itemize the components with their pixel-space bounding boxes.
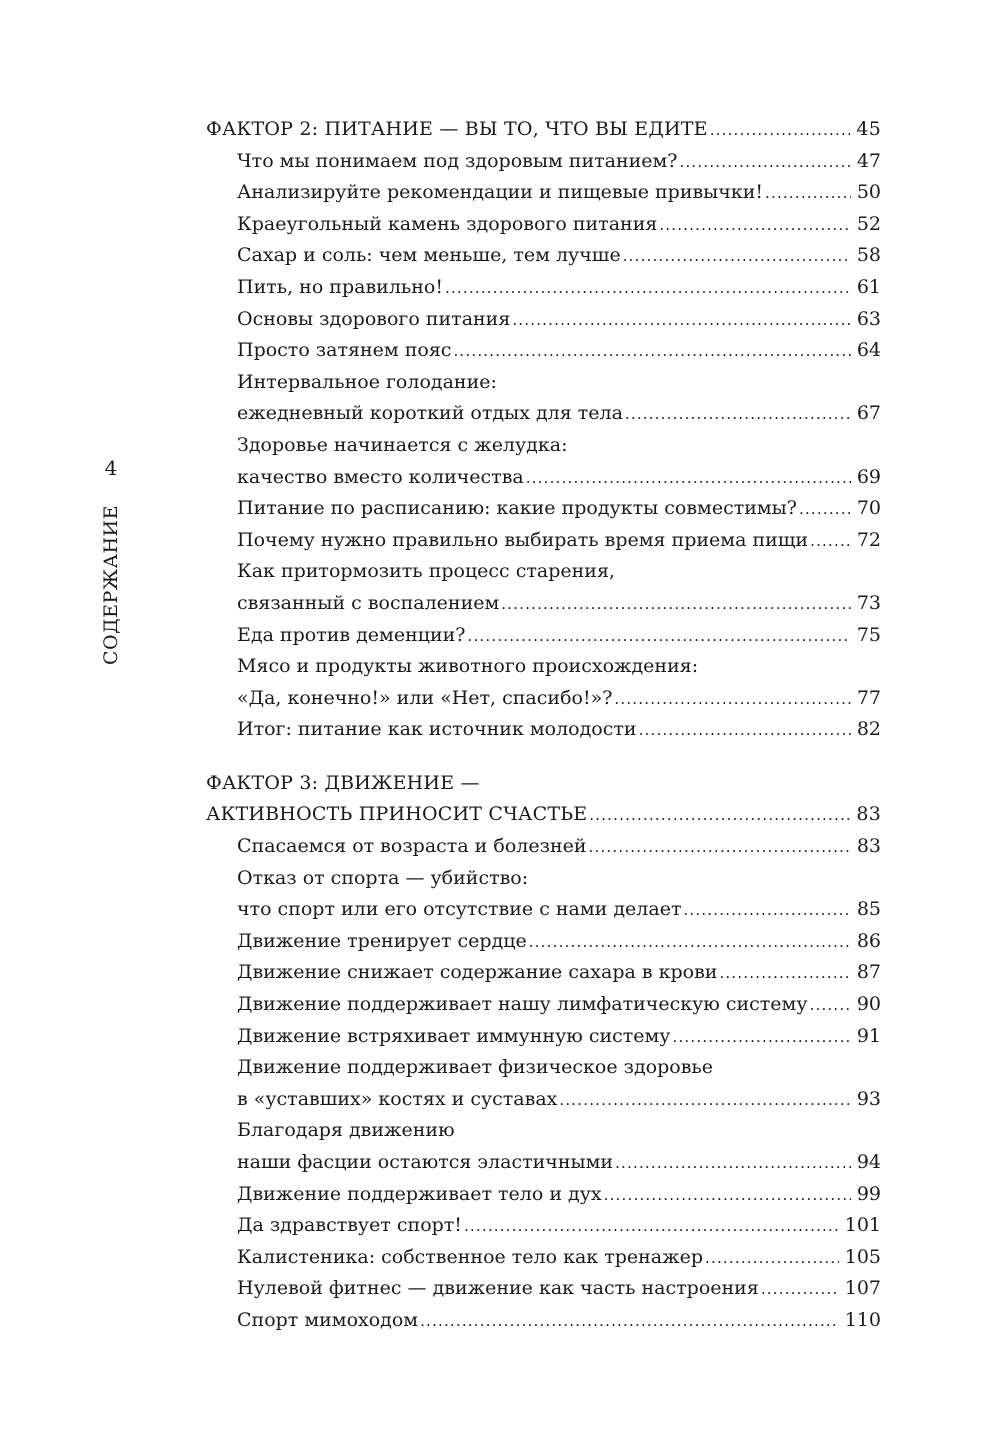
dot-leader bbox=[680, 147, 851, 179]
toc-entry-line bbox=[206, 304, 881, 336]
dot-leader bbox=[761, 1274, 839, 1306]
dot-leader bbox=[705, 1243, 839, 1275]
toc-entry-page-number: 105 bbox=[844, 1245, 881, 1268]
toc-entry-page-number: 72 bbox=[856, 528, 881, 551]
toc-entry[interactable] bbox=[206, 1179, 881, 1211]
dot-leader bbox=[420, 1306, 839, 1338]
section-page-number: 83 bbox=[856, 803, 881, 826]
dot-leader bbox=[614, 684, 850, 716]
toc-entry-page-number: 90 bbox=[856, 993, 881, 1016]
section-heading-line[interactable] bbox=[206, 768, 881, 800]
toc-entry-line bbox=[206, 1305, 881, 1337]
toc-entry-line bbox=[206, 1021, 881, 1053]
toc-entry-line bbox=[206, 926, 881, 958]
toc-entry[interactable] bbox=[206, 863, 881, 926]
dot-leader bbox=[589, 800, 850, 832]
toc-entry[interactable] bbox=[206, 272, 881, 304]
toc-entry[interactable] bbox=[206, 367, 881, 430]
toc-entry-page-number: 52 bbox=[856, 212, 881, 235]
toc-entry-title: связанный с воспалением bbox=[237, 591, 500, 614]
toc-entry[interactable] bbox=[206, 989, 881, 1021]
toc-entry-page-number: 70 bbox=[856, 497, 881, 520]
toc-entry-page-number: 50 bbox=[856, 181, 881, 204]
toc-section bbox=[206, 114, 881, 746]
toc-entry-line bbox=[206, 1273, 881, 1305]
toc-entry-page-number: 67 bbox=[856, 402, 881, 425]
toc-entry-title: Движение снижает содержание сахара в крови bbox=[237, 961, 718, 984]
toc-entry-page-number: 91 bbox=[856, 1024, 881, 1047]
toc-entry-line bbox=[206, 620, 881, 652]
dot-leader bbox=[799, 494, 851, 526]
toc-entry-line bbox=[206, 493, 881, 525]
dot-leader bbox=[683, 895, 850, 927]
toc-entry-line bbox=[206, 462, 881, 494]
toc-entry-title: «Да, конечно!» или «Нет, спасибо!»? bbox=[237, 686, 613, 709]
section-heading-line[interactable] bbox=[206, 114, 881, 146]
dot-leader bbox=[467, 621, 850, 653]
toc-entry-line bbox=[206, 1052, 881, 1084]
toc-entry-page-number: 64 bbox=[856, 339, 881, 362]
toc-entry-page-number: 86 bbox=[856, 929, 881, 952]
toc-entry-title: Просто затянем пояс bbox=[237, 339, 452, 362]
dot-leader bbox=[453, 336, 850, 368]
toc-entry-title: качество вместо количества bbox=[237, 465, 524, 488]
toc-entry-title: Как притормозить процесс старения, bbox=[237, 560, 615, 583]
toc-entry-line bbox=[206, 430, 881, 462]
toc-entry-line bbox=[206, 831, 881, 863]
section-page-number: 45 bbox=[856, 118, 881, 140]
toc-entry-title: Движение поддерживает нашу лимфатическую систему bbox=[237, 993, 808, 1016]
toc-entry[interactable] bbox=[206, 209, 881, 241]
toc-entry-title: Основы здорового питания bbox=[237, 307, 511, 330]
toc-entry-title: Почему нужно правильно выбирать время приема пищи bbox=[237, 528, 809, 551]
toc-entry-page-number: 83 bbox=[856, 835, 881, 858]
toc-entry-line bbox=[206, 1179, 881, 1211]
toc-entry[interactable] bbox=[206, 1115, 881, 1178]
dot-leader bbox=[445, 273, 851, 305]
toc-entry-line bbox=[206, 957, 881, 989]
dot-leader bbox=[623, 241, 851, 273]
section-heading-text: ФАКТОР 3: ДВИЖЕНИЕ — bbox=[206, 771, 480, 794]
dot-leader bbox=[526, 463, 851, 495]
toc-entry-title: в «уставших» костях и суставах bbox=[237, 1087, 558, 1110]
dot-leader bbox=[464, 1211, 839, 1243]
toc-entry[interactable] bbox=[206, 714, 881, 746]
toc-entry-title: Здоровье начинается с желудка: bbox=[237, 433, 568, 456]
toc-entry-line bbox=[206, 367, 881, 399]
toc-entry[interactable] bbox=[206, 1052, 881, 1115]
dot-leader bbox=[639, 715, 851, 747]
toc-entry-line bbox=[206, 177, 881, 209]
dot-leader bbox=[604, 1180, 851, 1212]
toc-entry[interactable] bbox=[206, 430, 881, 493]
toc-entry-title: Да здравствует спорт! bbox=[237, 1214, 462, 1237]
dot-leader bbox=[810, 526, 851, 558]
table-of-contents bbox=[206, 114, 881, 1337]
toc-entry-line bbox=[206, 588, 881, 620]
dot-leader bbox=[659, 210, 850, 242]
toc-entry-title: Пить, но правильно! bbox=[237, 275, 443, 298]
toc-entry[interactable] bbox=[206, 146, 881, 178]
toc-entry-line bbox=[206, 683, 881, 715]
toc-entry[interactable] bbox=[206, 304, 881, 336]
toc-entry-title: Отказ от спорта — убийство: bbox=[237, 866, 529, 889]
toc-entry-line bbox=[206, 1210, 881, 1242]
toc-entry-page-number: 110 bbox=[844, 1308, 881, 1331]
toc-entry[interactable] bbox=[206, 1273, 881, 1305]
toc-entry-line bbox=[206, 556, 881, 588]
toc-entry[interactable] bbox=[206, 620, 881, 652]
toc-entry-title: Движение поддерживает тело и дух bbox=[237, 1182, 602, 1205]
toc-entry-line bbox=[206, 272, 881, 304]
toc-entry-title: Еда против деменции? bbox=[237, 623, 466, 646]
toc-entry-page-number: 94 bbox=[856, 1151, 881, 1173]
toc-entry[interactable] bbox=[206, 957, 881, 989]
toc-entry-title: Движение поддерживает физическое здоровье bbox=[237, 1056, 714, 1079]
toc-entry-title: Питание по расписанию: какие продукты совместимы? bbox=[237, 497, 797, 520]
dot-leader bbox=[589, 832, 851, 864]
toc-entry-page-number: 99 bbox=[856, 1182, 881, 1205]
toc-entry-title: Благодаря движению bbox=[237, 1119, 455, 1142]
toc-section bbox=[206, 768, 881, 1337]
toc-entry-page-number: 73 bbox=[856, 591, 881, 614]
toc-entry-title: Спорт мимоходом bbox=[237, 1308, 419, 1331]
toc-entry-line bbox=[206, 863, 881, 895]
running-title: СОДЕРЖАНИЕ bbox=[100, 505, 122, 665]
toc-entry[interactable] bbox=[206, 240, 881, 272]
toc-entry-line bbox=[206, 1115, 881, 1147]
dot-leader bbox=[501, 589, 851, 621]
toc-entry-page-number: 75 bbox=[856, 623, 881, 646]
toc-entry-title: Спасаемся от возраста и болезней bbox=[237, 835, 587, 858]
toc-entry-title: наши фасции остаются эластичными bbox=[237, 1151, 614, 1173]
dot-leader bbox=[810, 990, 851, 1022]
toc-entry-page-number: 101 bbox=[844, 1214, 881, 1237]
toc-entry-line bbox=[206, 209, 881, 241]
toc-entry-line bbox=[206, 894, 881, 926]
toc-entry-line bbox=[206, 525, 881, 557]
dot-leader bbox=[719, 958, 850, 990]
toc-entry[interactable] bbox=[206, 1210, 881, 1242]
toc-entry-page-number: 63 bbox=[856, 307, 881, 330]
toc-entry-title: Мясо и продукты животного происхождения: bbox=[237, 655, 699, 678]
toc-entry-line bbox=[206, 989, 881, 1021]
toc-entry-title: Нулевой фитнес — движение как часть настроения bbox=[237, 1277, 759, 1300]
toc-entry-title: Движение встряхивает иммунную систему bbox=[237, 1024, 671, 1047]
toc-entry-title: Анализируйте рекомендации и пищевые привычки! bbox=[237, 181, 764, 204]
toc-entry[interactable] bbox=[206, 1305, 881, 1337]
toc-entry-line bbox=[206, 1147, 881, 1179]
toc-entry-title: Сахар и соль: чем меньше, тем лучше bbox=[237, 244, 621, 267]
toc-entry-title: Краеугольный камень здорового питания bbox=[237, 212, 658, 235]
toc-entry-title: Калистеника: собственное тело как тренажер bbox=[237, 1245, 704, 1268]
toc-entry-line bbox=[206, 240, 881, 272]
toc-entry-page-number: 87 bbox=[856, 961, 881, 984]
toc-entry-line bbox=[206, 1242, 881, 1274]
toc-entry[interactable] bbox=[206, 556, 881, 619]
toc-entry[interactable] bbox=[206, 525, 881, 557]
section-heading-text: АКТИВНОСТЬ ПРИНОСИТ СЧАСТЬЕ bbox=[206, 803, 588, 826]
toc-entry-title: Движение тренирует сердце bbox=[237, 929, 527, 952]
toc-entry-page-number: 77 bbox=[856, 686, 881, 709]
toc-entry[interactable] bbox=[206, 831, 881, 863]
dot-leader bbox=[765, 178, 851, 210]
toc-entry-page-number: 93 bbox=[856, 1087, 881, 1110]
toc-entry-page-number: 58 bbox=[856, 244, 881, 267]
toc-entry-line bbox=[206, 1084, 881, 1116]
toc-entry[interactable] bbox=[206, 335, 881, 367]
toc-entry-title: что спорт или его отсутствие с нами делает bbox=[237, 898, 682, 921]
section-heading-line[interactable] bbox=[206, 799, 881, 831]
toc-entry-line bbox=[206, 398, 881, 430]
dot-leader bbox=[672, 1022, 850, 1054]
toc-entry-page-number: 47 bbox=[856, 149, 881, 172]
dot-leader bbox=[625, 399, 851, 431]
dot-leader bbox=[559, 1085, 850, 1117]
toc-entry[interactable] bbox=[206, 1021, 881, 1053]
toc-entry-title: Интервальное голодание: bbox=[237, 370, 497, 393]
toc-entry-page-number: 107 bbox=[844, 1277, 881, 1300]
section-heading-text: ФАКТОР 2: ПИТАНИЕ — ВЫ ТО, ЧТО ВЫ ЕДИТЕ bbox=[206, 118, 708, 140]
page-number: 4 bbox=[104, 456, 118, 480]
toc-entry-page-number: 85 bbox=[856, 898, 881, 921]
toc-entry[interactable] bbox=[206, 926, 881, 958]
toc-entry-line bbox=[206, 335, 881, 367]
dot-leader bbox=[710, 115, 851, 147]
toc-entry[interactable] bbox=[206, 493, 881, 525]
toc-entry-page-number: 69 bbox=[856, 465, 881, 488]
toc-entry[interactable] bbox=[206, 651, 881, 714]
dot-leader bbox=[529, 927, 851, 959]
dot-leader bbox=[512, 305, 850, 337]
toc-entry-line bbox=[206, 651, 881, 683]
toc-entry-line bbox=[206, 714, 881, 746]
toc-entry[interactable] bbox=[206, 1242, 881, 1274]
toc-entry-title: Что мы понимаем под здоровым питанием? bbox=[237, 149, 678, 172]
toc-entry-title: Итог: питание как источник молодости bbox=[237, 718, 637, 741]
dot-leader bbox=[615, 1148, 851, 1180]
toc-entry-line bbox=[206, 146, 881, 178]
toc-entry-title: ежедневный короткий отдых для тела bbox=[237, 402, 623, 425]
toc-entry-page-number: 61 bbox=[856, 275, 881, 298]
toc-entry-page-number: 82 bbox=[856, 718, 881, 741]
toc-entry[interactable] bbox=[206, 177, 881, 209]
